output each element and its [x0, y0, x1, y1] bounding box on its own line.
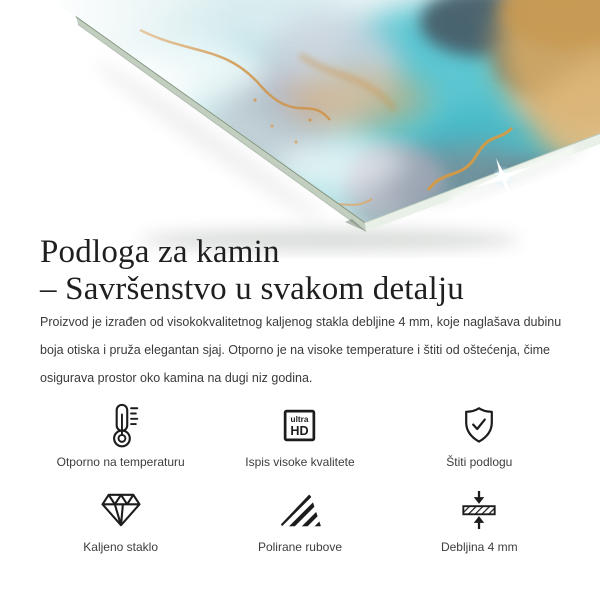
feature-label: Štiti podlogu — [446, 455, 513, 469]
description-line: Proizvod je izrađen od visokokvalitetnog kaljenog stakla debljine 4 mm, koje naglašava dubinu — [40, 315, 562, 329]
feature-tempered-glass — [31, 487, 210, 555]
feature-grid — [31, 402, 569, 555]
description-line: boja otiska i pruža elegantan sjaj. Otporno je na visoke temperature i štiti od oštećenja, čime — [40, 343, 550, 357]
thickness-icon — [460, 487, 498, 533]
feature-thickness — [390, 487, 569, 555]
feature-protects — [390, 402, 569, 470]
page-title — [40, 234, 464, 308]
feature-polished-edges — [210, 487, 389, 555]
polished-edges-icon — [279, 487, 321, 533]
thermometer-icon — [101, 402, 141, 448]
feature-label: Otporno na temperaturu — [56, 455, 185, 469]
glass-artwork — [0, 0, 600, 258]
ultra-hd-icon — [283, 402, 316, 448]
feature-print-quality — [210, 402, 389, 470]
feature-label: Kaljeno staklo — [83, 540, 159, 554]
diamond-icon — [100, 487, 142, 533]
feature-label: Debljina 4 mm — [440, 540, 518, 554]
description-line: osigurava prostor oko kamina na dugi niz godina. — [40, 371, 313, 385]
product-description — [40, 308, 561, 392]
svg-text:HD: HD — [290, 423, 310, 438]
title-line-1: Podloga za kamin — [40, 234, 280, 270]
feature-label: Polirane rubove — [257, 540, 343, 554]
product-photo — [0, 0, 600, 258]
title-line-2: – Savršenstvo u svakom detalju — [40, 271, 464, 307]
svg-text:ultra: ultra — [291, 414, 309, 424]
shield-check-icon — [463, 402, 495, 448]
feature-temperature — [31, 402, 210, 470]
feature-label: Ispis visoke kvalitete — [245, 455, 355, 469]
